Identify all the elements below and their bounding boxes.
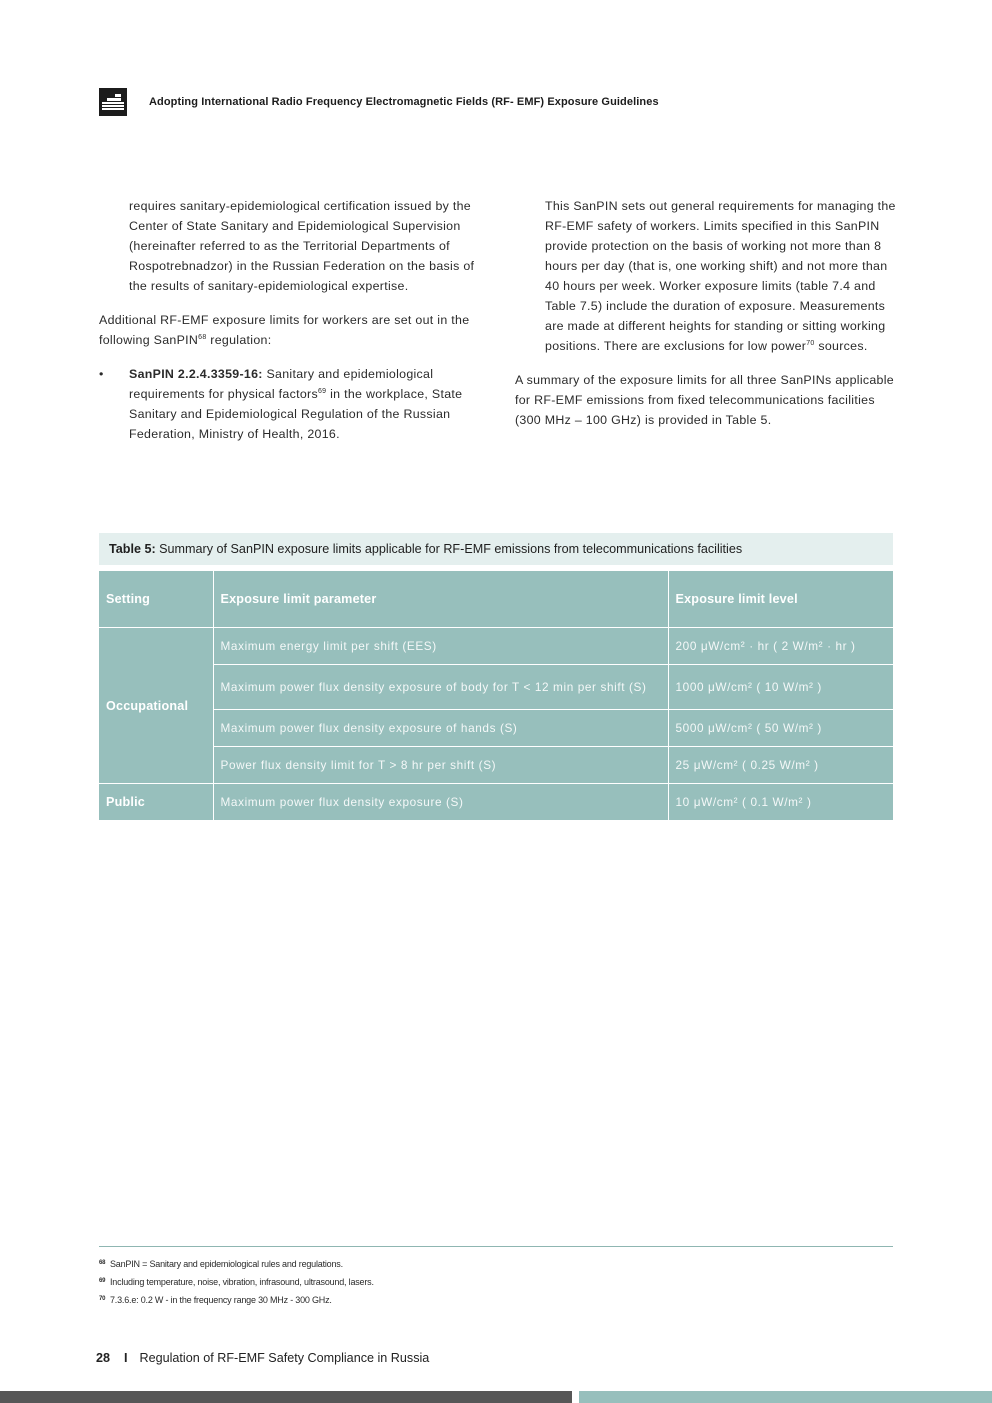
parameter-cell: Power flux density limit for T > 8 hr per shift (S) bbox=[213, 747, 668, 784]
bullet-item-sanpin: • SanPIN 2.2.4.3359-16: Sanitary and epidemiological requirements for physical factors$^{69}$ in the workplace, State Sanitary and Epidemiological Regulation of the Russian Federation, Ministry of Health, 2016. bbox=[99, 364, 484, 444]
parameter-cell: Maximum power flux density exposure of body for T < 12 min per shift (S) bbox=[213, 665, 668, 710]
page-footer bbox=[96, 1351, 429, 1365]
table-row bbox=[99, 747, 893, 784]
level-cell: 10 μW/cm² ( 0.1 W/m² ) bbox=[668, 784, 893, 820]
parameter-cell: Maximum power flux density exposure of hands (S) bbox=[213, 710, 668, 747]
table-caption: Table 5: Summary of SanPIN exposure limits applicable for RF-EMF emissions from telecommunications facilities bbox=[99, 533, 893, 565]
right-column bbox=[515, 196, 900, 430]
footer-bar-dark bbox=[0, 1391, 572, 1403]
footer-separator: I bbox=[124, 1351, 128, 1365]
setting-occupational: Occupational bbox=[99, 628, 213, 784]
level-cell: 25 μW/cm² ( 0.25 W/m² ) bbox=[668, 747, 893, 784]
exposure-limits-table bbox=[99, 571, 893, 820]
running-header-title: Adopting International Radio Frequency Electromagnetic Fields (RF- EMF) Exposure Guidelines bbox=[149, 96, 659, 108]
footnote-ref-68[interactable]: 68 bbox=[198, 334, 207, 341]
summary-paragraph: A summary of the exposure limits for all three SanPINs applicable for RF-EMF emissions from fixed telecommunications facilities (300 MHz – 100 GHz) is provided in Table 5. bbox=[515, 373, 894, 427]
header-setting: Setting bbox=[99, 571, 213, 628]
intro-paragraph: Additional RF-EMF exposure limits for workers are set out in the following SanPIN$^{68}$ regulation: bbox=[99, 313, 470, 347]
footnotes bbox=[99, 1257, 374, 1311]
building-logo-icon bbox=[99, 88, 127, 116]
continued-paragraph: requires sanitary-epidemiological certification issued by the Center of State Sanitary and Epidemiological Supervision (hereinafter referred to as the Territorial Departments of Rospotrebnadzor) in the Russian Federation on the basis of the results of sanitary-epidemiological expertise. bbox=[129, 199, 475, 293]
level-cell: 5000 μW/cm² ( 50 W/m² ) bbox=[668, 710, 893, 747]
footnote-69: 69 Including temperature, noise, vibration, infrasound, ultrasound, lasers. bbox=[99, 1277, 374, 1287]
footnote-divider bbox=[99, 1246, 893, 1247]
level-cell: 1000 μW/cm² ( 10 W/m² ) bbox=[668, 665, 893, 710]
level-cell: 200 μW/cm² · hr ( 2 W/m² · hr ) bbox=[668, 628, 893, 665]
footer-section-title: Regulation of RF-EMF Safety Compliance in Russia bbox=[139, 1351, 430, 1365]
header-parameter: Exposure limit parameter bbox=[213, 571, 668, 628]
table-row bbox=[99, 784, 893, 820]
footnote-ref-70[interactable]: 70 bbox=[806, 340, 815, 347]
page-number: 28 bbox=[96, 1351, 111, 1365]
worker-limits-paragraph: This SanPIN sets out general requirements for managing the RF-EMF safety of workers. Limits specified in this SanPIN provide protection on the basis of working not more than 8 hours per day (that is, one working shift) and not more than 40 hours per week. Worker exposure limits (table 7.4 and Table 7.5) include the duration of exposure. Measurements are made at different heights for standing or sitting working positions. There are exclusions for low power$^{70}$ sources. bbox=[545, 199, 896, 353]
footer-bar-teal bbox=[579, 1391, 992, 1403]
setting-public: Public bbox=[99, 784, 213, 820]
left-column bbox=[99, 196, 484, 444]
bullet-marker: • bbox=[99, 367, 104, 381]
parameter-cell: Maximum energy limit per shift (EES) bbox=[213, 628, 668, 665]
table-row bbox=[99, 628, 893, 665]
footnote-ref-69[interactable]: 69 bbox=[317, 388, 327, 395]
parameter-cell: Maximum power flux density exposure (S) bbox=[213, 784, 668, 820]
footnote-68: 68 SanPIN = Sanitary and epidemiological rules and regulations. bbox=[99, 1259, 343, 1269]
table-header-row bbox=[99, 571, 893, 628]
table-row bbox=[99, 710, 893, 747]
header-level: Exposure limit level bbox=[668, 571, 893, 628]
footnote-70: 70 7.3.6.e: 0.2 W - in the frequency range 30 MHz - 300 GHz. bbox=[99, 1295, 332, 1305]
table-row bbox=[99, 665, 893, 710]
